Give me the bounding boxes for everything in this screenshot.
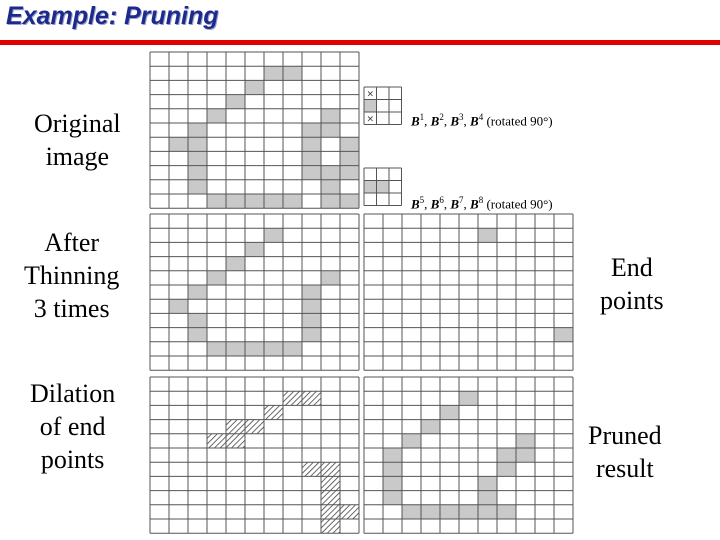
filled-cell [402, 434, 421, 448]
hatched-cell [302, 391, 321, 405]
filled-cell [302, 123, 321, 137]
filled-cell [383, 491, 402, 505]
filled-cell [207, 342, 226, 356]
filled-cell [264, 66, 283, 80]
hatched-cell [283, 391, 302, 405]
hatched-cell [340, 505, 359, 519]
se-sup: 6 [439, 195, 444, 205]
hatched-cell [321, 491, 340, 505]
label-line: Original [34, 109, 121, 138]
filled-cell [478, 491, 497, 505]
label-line: Thinning [24, 261, 120, 290]
filled-cell [321, 123, 340, 137]
filled-cell [226, 342, 245, 356]
se-sup: 1 [419, 112, 425, 122]
filled-cell [554, 328, 573, 342]
filled-cell [264, 228, 283, 242]
filled-cell [169, 299, 188, 313]
filled-cell [264, 194, 283, 208]
hatched-cell [321, 462, 340, 476]
filled-cell [188, 151, 207, 165]
filled-cell [364, 100, 377, 113]
dont-care-mark: × [366, 89, 375, 100]
filled-cell [226, 95, 245, 109]
filled-cell [188, 285, 207, 299]
filled-cell [302, 313, 321, 327]
filled-cell [421, 505, 440, 519]
filled-cell [402, 505, 421, 519]
se-sup: 4 [478, 112, 484, 122]
label-line: result [595, 454, 654, 483]
filled-cell [377, 181, 390, 194]
filled-cell [302, 151, 321, 165]
filled-cell [283, 342, 302, 356]
se-symbol: B [450, 113, 460, 129]
grid-thinned [150, 214, 359, 370]
filled-cell [245, 342, 264, 356]
filled-cell [302, 285, 321, 299]
label-line: points [600, 286, 664, 315]
label-line: Pruned [588, 421, 662, 450]
se-symbol: B [411, 113, 420, 129]
filled-cell [478, 505, 497, 519]
filled-cell [245, 194, 264, 208]
hatched-cell [321, 476, 340, 490]
label-line: 3 times [33, 294, 110, 323]
filled-cell [383, 476, 402, 490]
filled-cell [188, 180, 207, 194]
label-line: End [610, 253, 653, 282]
filled-cell [321, 166, 340, 180]
filled-cell [207, 194, 226, 208]
filled-cell [459, 391, 478, 405]
filled-cell [340, 151, 359, 165]
filled-cell [478, 228, 497, 242]
filled-cell [188, 328, 207, 342]
hatched-cell [302, 462, 321, 476]
se-symbol: B [450, 196, 460, 212]
filled-cell [321, 271, 340, 285]
hatched-cell [226, 420, 245, 434]
filled-cell [169, 137, 188, 151]
se-caption-1: $B^1$, $B^2$, $B^3$, $B^4$ (rotated 90°) [411, 112, 553, 129]
filled-cell [497, 505, 516, 519]
se-symbol: B [470, 113, 479, 129]
filled-cell [264, 342, 283, 356]
filled-cell [321, 180, 340, 194]
filled-cell [497, 462, 516, 476]
grid-se-top [364, 87, 402, 125]
grid-dilated [150, 377, 359, 533]
label-line: points [40, 445, 105, 474]
filled-cell [459, 505, 478, 519]
filled-cell [188, 313, 207, 327]
filled-cell [188, 166, 207, 180]
filled-cell [302, 137, 321, 151]
se-sup: 3 [459, 112, 464, 122]
filled-cell [188, 137, 207, 151]
filled-cell [188, 123, 207, 137]
label-line: Dilation [30, 379, 116, 408]
filled-cell [497, 448, 516, 462]
filled-cell [440, 505, 459, 519]
label-line: image [45, 142, 110, 171]
grid-endpoints [364, 214, 573, 370]
filled-cell [245, 80, 264, 94]
se-note: (rotated 90°) [486, 196, 553, 212]
label-line: of end [39, 412, 106, 441]
filled-cell [283, 194, 302, 208]
filled-cell [245, 242, 264, 256]
filled-cell [516, 448, 535, 462]
filled-cell [283, 66, 302, 80]
label-line: After [44, 228, 100, 257]
filled-cell [226, 194, 245, 208]
filled-cell [302, 299, 321, 313]
se-caption-2: $B^5$, $B^6$, $B^7$, $B^8$ (rotated 90°) [411, 195, 553, 212]
hatched-cell [207, 434, 226, 448]
slide-title: Example: Pruning [6, 2, 219, 30]
filled-cell [364, 181, 377, 194]
filled-cell [302, 328, 321, 342]
se-symbol: B [430, 196, 440, 212]
filled-cell [340, 194, 359, 208]
filled-cell [207, 271, 226, 285]
grid-pruned [364, 377, 573, 533]
se-sup: 2 [439, 112, 444, 122]
filled-cell [321, 194, 340, 208]
grid-original [150, 52, 359, 208]
hatched-cell [321, 505, 340, 519]
filled-cell [226, 257, 245, 271]
filled-cell [207, 109, 226, 123]
se-note: (rotated 90°) [486, 113, 553, 129]
filled-cell [421, 420, 440, 434]
hatched-cell [245, 420, 264, 434]
dont-care-mark: × [366, 114, 375, 125]
grid-se-bottom [364, 168, 402, 206]
filled-cell [516, 434, 535, 448]
filled-cell [340, 137, 359, 151]
filled-cell [302, 166, 321, 180]
filled-cell [321, 109, 340, 123]
filled-cell [383, 462, 402, 476]
se-sup: 5 [419, 195, 425, 205]
filled-cell [340, 166, 359, 180]
filled-cell [478, 476, 497, 490]
hatched-cell [264, 405, 283, 419]
se-sup: 8 [478, 195, 484, 205]
se-symbol: B [411, 196, 420, 212]
filled-cell [440, 405, 459, 419]
se-symbol: B [430, 113, 440, 129]
hatched-cell [321, 519, 340, 533]
hatched-cell [226, 434, 245, 448]
se-sup: 7 [459, 195, 464, 205]
filled-cell [383, 448, 402, 462]
se-symbol: B [470, 196, 479, 212]
